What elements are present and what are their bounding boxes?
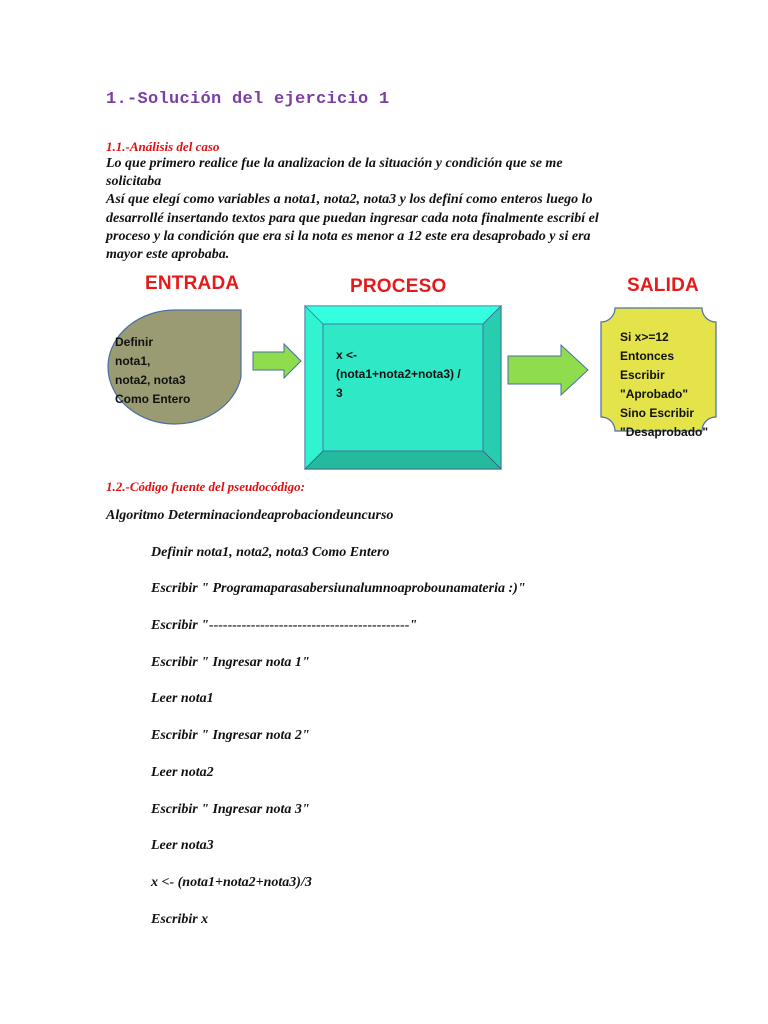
code-line: Escribir " Ingresar nota 1" [151, 654, 310, 670]
paragraph-line: proceso y la condición que era si la nota es menor a 12 este era desaprobado y si era [106, 228, 591, 244]
paragraph-line: Así que elegí como variables a nota1, nota2, nota3 y los definí como enteros luego lo [106, 192, 593, 208]
arrow-entrada-proceso [253, 344, 301, 378]
code-line: Leer nota1 [151, 691, 214, 707]
code-line: Escribir " Programaparasabersiunalumnoaprobounamateria :)" [151, 581, 526, 597]
proceso-bevel [483, 306, 501, 469]
code-line: Leer nota3 [151, 838, 214, 854]
proceso-label: PROCESO [350, 276, 447, 297]
salida-text-clip [610, 322, 710, 439]
section-title-code: 1.2.-Código fuente del pseudocódigo: [106, 479, 305, 494]
paragraph-line: solicitaba [106, 174, 162, 190]
pseudocode-block [106, 508, 526, 948]
proceso-bevel [305, 306, 501, 324]
code-line: Leer nota2 [151, 764, 214, 780]
proceso-text: x <- (nota1+nota2+nota3) / 3 [336, 348, 461, 400]
proceso-bevel [305, 306, 323, 469]
code-line: Definir nota1, nota2, nota3 Como Entero [151, 544, 390, 560]
paragraph-line: desarrollé insertando textos para que puedan ingresar cada nota finalmente escribí el [106, 210, 599, 226]
paragraph-line: mayor este aprobaba. [106, 247, 230, 263]
salida-label: SALIDA [627, 275, 699, 296]
entrada-text: Definir nota1, nota2, nota3 Como Entero [115, 335, 191, 406]
code-line: Escribir x [151, 911, 209, 927]
code-line: Escribir " Ingresar nota 2" [151, 728, 310, 744]
code-line: x <- (nota1+nota2+nota3)/3 [151, 874, 312, 890]
code-line: Escribir "-------------------------------------------" [151, 618, 418, 634]
proceso-bevel [305, 451, 501, 469]
paragraph-line: Lo que primero realice fue la analizacion de la situación y condición que se me [106, 156, 563, 171]
code-line: Escribir " Ingresar nota 3" [151, 801, 310, 817]
salida-text: Si x>=12 Entonces Escribir "Aprobado" Sino Escribir "Desaprobado" [620, 330, 709, 439]
arrow-proceso-salida [508, 345, 588, 395]
page-heading: 1.-Solución del ejercicio 1 [106, 90, 390, 109]
entrada-label: ENTRADA [145, 273, 240, 294]
algorithm-line: Algoritmo Determinaciondeaprobaciondeuncurso [106, 508, 394, 523]
section-title-analysis: 1.1.-Análisis del caso [106, 139, 220, 154]
